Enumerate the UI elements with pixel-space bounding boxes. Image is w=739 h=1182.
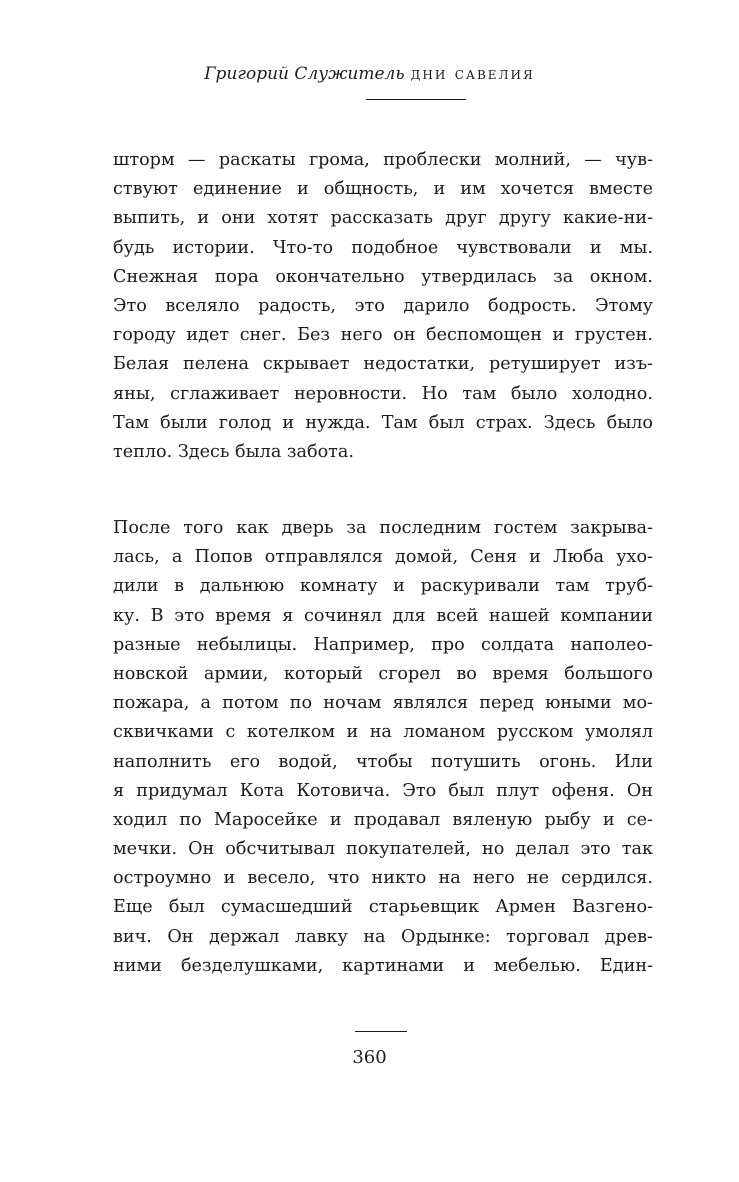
text-line: ствуют единение и общность, и им хочется вместе: [113, 179, 653, 200]
running-head-book-title: дни савелия: [410, 64, 535, 84]
running-head-author: Григорий Служитель: [204, 64, 405, 84]
text-line: тепло. Здесь была забота.: [113, 441, 354, 462]
text-line: дили в дальнюю комнату и раскуривали там труб-: [113, 576, 653, 597]
text-line: шторм — раскаты грома, проблески молний, — чув-: [113, 150, 653, 170]
text-line: выпить, и они хотят рассказать друг другу какие-ни-: [113, 208, 653, 229]
paragraph-1: [113, 146, 653, 467]
text-line: городу идет снег. Без него он беспомощен и грустен.: [113, 325, 653, 346]
header-rule: [366, 99, 466, 100]
paragraph-2: [113, 514, 653, 981]
text-line: Белая пелена скрывает недостатки, ретуширует изъ-: [113, 354, 653, 375]
text-line: ку. В это время я сочинял для всей нашей компании: [113, 605, 653, 626]
text-line: вич. Он держал лавку на Ордынке: торговал древ-: [113, 926, 653, 947]
footer-rule: [355, 1031, 407, 1032]
text-line: лась, а Попов отправлялся домой, Сеня и Люба ухо-: [113, 547, 653, 568]
running-head: [0, 62, 739, 86]
text-line: остроумно и весело, что никто на него не сердился.: [113, 868, 653, 889]
text-line: Снежная пора окончательно утвердилась за окном.: [113, 266, 653, 287]
text-line: разные небылицы. Например, про солдата наполео-: [113, 634, 653, 655]
page-number: 360: [352, 1047, 387, 1068]
text-line: Это вселяло радость, это дарило бодрость. Этому: [113, 295, 653, 316]
text-line: наполнить его водой, чтобы потушить огонь. Или: [113, 751, 653, 772]
text-line: ними безделушками, картинами и мебелью. Един-: [113, 955, 653, 976]
text-line: сквичками с котелком и на ломаном русском умолял: [113, 722, 653, 743]
text-line: будь истории. Что-то подобное чувствовали и мы.: [113, 237, 653, 258]
text-line: мечки. Он обсчитывал покупателей, но делал это так: [113, 839, 653, 860]
text-line: Еще был сумасшедший старьевщик Армен Вазгено-: [113, 897, 653, 918]
text-line: яны, сглаживает неровности. Но там было холодно.: [113, 383, 653, 404]
text-line: я придумал Кота Котовича. Это был плут офеня. Он: [113, 780, 653, 801]
text-line: Там были голод и нужда. Там был страх. Здесь было: [113, 412, 653, 433]
text-line: пожара, а потом по ночам являлся перед юными мо-: [113, 693, 653, 714]
text-line: После того как дверь за последним гостем закрыва-: [113, 518, 653, 538]
text-line: ходил по Маросейке и продавал вяленую рыбу и се-: [113, 809, 653, 830]
text-line: новской армии, который сгорел во время большого: [113, 663, 653, 684]
